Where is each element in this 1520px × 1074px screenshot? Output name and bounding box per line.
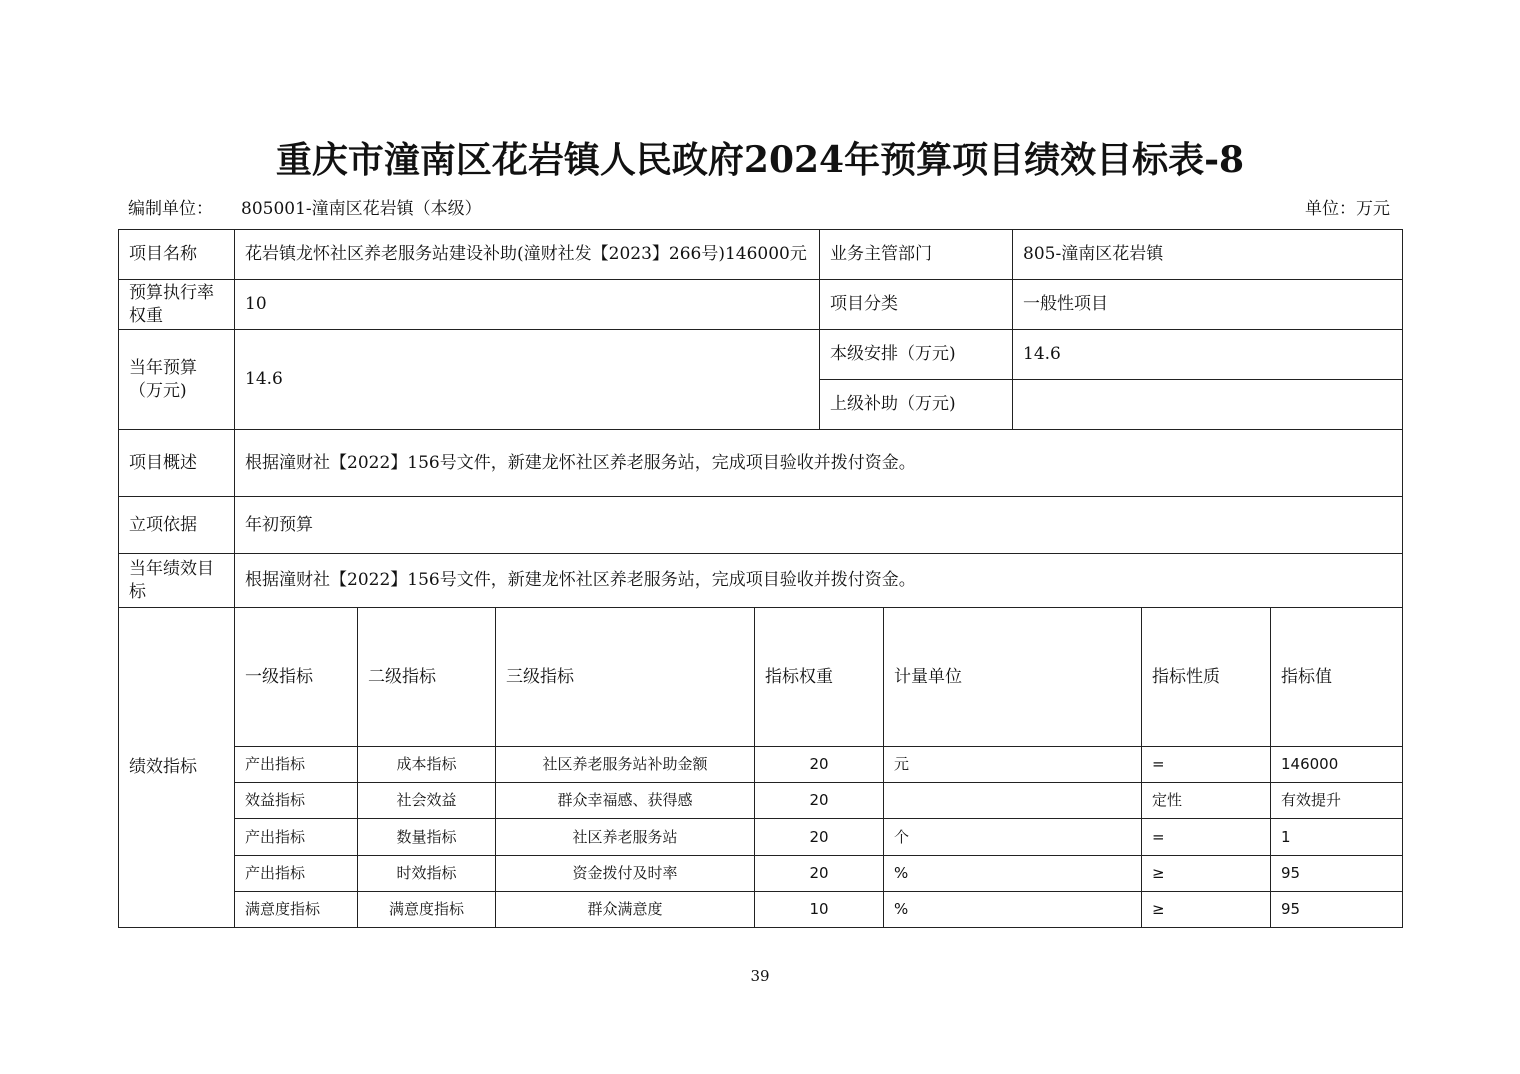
project-name-value: 花岩镇龙怀社区养老服务站建设补助(潼财社发【2023】266号)146000元 <box>235 230 820 280</box>
level2-cell: 社会效益 <box>358 783 496 819</box>
category-label: 项目分类 <box>820 280 1013 330</box>
weight-cell: 10 <box>755 892 884 928</box>
upper-value <box>1013 380 1403 430</box>
nature-cell: = <box>1142 819 1271 856</box>
nature-cell: ≥ <box>1142 892 1271 928</box>
basis-value: 年初预算 <box>235 497 1403 554</box>
weight-cell: 20 <box>755 747 884 783</box>
local-value: 14.6 <box>1013 330 1403 380</box>
indicators-label: 绩效指标 <box>119 608 235 928</box>
overview-value: 根据潼财社【2022】156号文件，新建龙怀社区养老服务站，完成项目验收并拨付资金。 <box>235 430 1403 497</box>
unit-cell: 元 <box>884 747 1142 783</box>
exec-weight-label: 预算执行率权重 <box>119 280 235 330</box>
local-label: 本级安排（万元) <box>820 330 1013 380</box>
level2-cell: 时效指标 <box>358 856 496 892</box>
level3-cell: 社区养老服务站补助金额 <box>496 747 755 783</box>
level1-cell: 产出指标 <box>235 856 358 892</box>
header-cell: 指标权重 <box>755 608 884 747</box>
unit-cell: % <box>884 892 1142 928</box>
basis-label: 立项依据 <box>119 497 235 554</box>
goal-label: 当年绩效目标 <box>119 554 235 608</box>
dept-label: 业务主管部门 <box>820 230 1013 280</box>
page-title: 重庆市潼南区花岩镇人民政府2024年预算项目绩效目标表-8 <box>275 139 1245 181</box>
header-cell: 一级指标 <box>235 608 358 747</box>
header-cell: 指标值 <box>1271 608 1403 747</box>
upper-label: 上级补助（万元) <box>820 380 1013 430</box>
indicator-row <box>119 747 1403 783</box>
exec-weight-value: 10 <box>235 280 820 330</box>
goal-value: 根据潼财社【2022】156号文件，新建龙怀社区养老服务站，完成项目验收并拨付资金。 <box>235 554 1403 608</box>
value-cell: 1 <box>1271 819 1403 856</box>
unit-cell: 个 <box>884 819 1142 856</box>
header-cell: 指标性质 <box>1142 608 1271 747</box>
unit-cell: % <box>884 856 1142 892</box>
project-name-label: 项目名称 <box>119 230 235 280</box>
header-cell: 三级指标 <box>496 608 755 747</box>
indicator-row <box>119 783 1403 819</box>
weight-cell: 20 <box>755 819 884 856</box>
nature-cell: ≥ <box>1142 856 1271 892</box>
nature-cell: = <box>1142 747 1271 783</box>
unit-cell <box>884 783 1142 819</box>
value-cell: 95 <box>1271 892 1403 928</box>
indicator-row <box>119 819 1403 856</box>
level1-cell: 满意度指标 <box>235 892 358 928</box>
overview-label: 项目概述 <box>119 430 235 497</box>
performance-table <box>118 229 1403 928</box>
level3-cell: 群众满意度 <box>496 892 755 928</box>
row-goal <box>119 554 1403 608</box>
category-value: 一般性项目 <box>1013 280 1403 330</box>
header-cell: 二级指标 <box>358 608 496 747</box>
value-cell: 有效提升 <box>1271 783 1403 819</box>
level1-cell: 效益指标 <box>235 783 358 819</box>
row-project-name <box>119 230 1403 280</box>
level1-cell: 产出指标 <box>235 747 358 783</box>
row-overview <box>119 430 1403 497</box>
level3-cell: 群众幸福感、获得感 <box>496 783 755 819</box>
value-cell: 95 <box>1271 856 1403 892</box>
header-cell: 计量单位 <box>884 608 1142 747</box>
unit-label: 单位：万元 <box>1305 199 1390 219</box>
level1-cell: 产出指标 <box>235 819 358 856</box>
level3-cell: 资金拨付及时率 <box>496 856 755 892</box>
row-budget <box>119 330 1403 380</box>
org-info <box>128 194 482 219</box>
org-value: 805001-潼南区花岩镇（本级） <box>241 199 482 219</box>
row-exec-weight <box>119 280 1403 330</box>
value-cell: 146000 <box>1271 747 1403 783</box>
level2-cell: 满意度指标 <box>358 892 496 928</box>
nature-cell: 定性 <box>1142 783 1271 819</box>
level3-cell: 社区养老服务站 <box>496 819 755 856</box>
row-basis <box>119 497 1403 554</box>
budget-value: 14.6 <box>235 330 820 430</box>
budget-label: 当年预算（万元) <box>119 330 235 430</box>
level2-cell: 数量指标 <box>358 819 496 856</box>
weight-cell: 20 <box>755 856 884 892</box>
org-label: 编制单位： <box>128 199 213 219</box>
dept-value: 805-潼南区花岩镇 <box>1013 230 1403 280</box>
weight-cell: 20 <box>755 783 884 819</box>
indicator-row <box>119 892 1403 928</box>
level2-cell: 成本指标 <box>358 747 496 783</box>
page-number: 39 <box>750 967 770 985</box>
indicator-header-row <box>119 608 1403 747</box>
indicator-row <box>119 856 1403 892</box>
